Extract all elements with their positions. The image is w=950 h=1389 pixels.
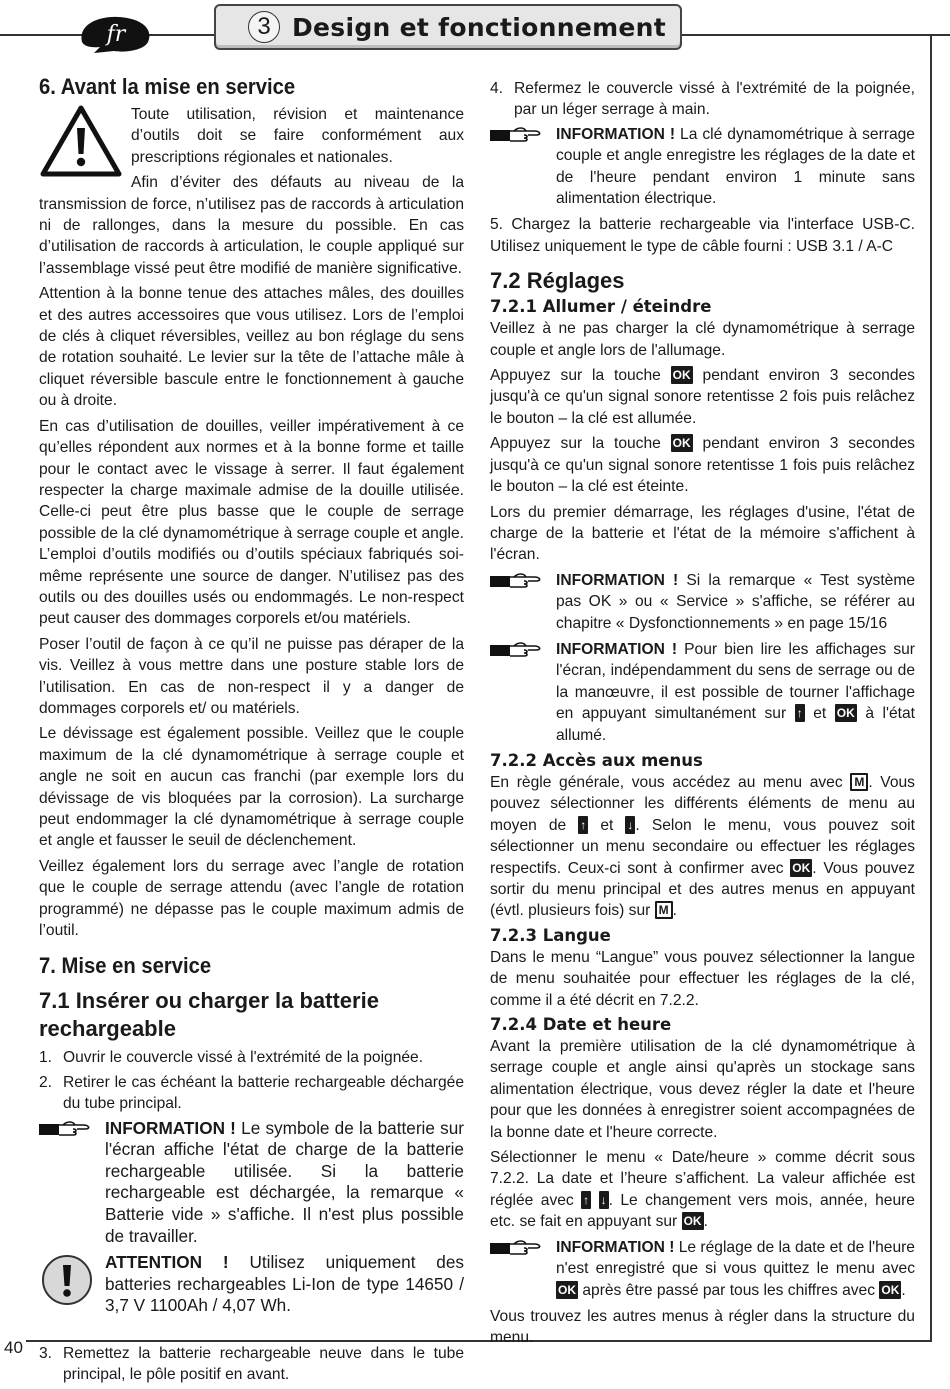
chapter-number: 3 (248, 11, 280, 43)
down-arrow-key-icon: ↓ (627, 817, 634, 832)
section-6-title: 6. Avant la mise en service (39, 74, 296, 99)
information-note: INFORMATION ! Si la remarque « Test système pas OK » ou « Service » s'affiche, se référer au chapitre « Dysfonctionnements » en page 15/16 (490, 570, 915, 634)
language-badge (76, 14, 154, 54)
svg-text:fr: fr (106, 22, 126, 47)
ok-key-icon: OK (836, 706, 855, 721)
section-7-1-title: 7.1 Insérer ou charger la batterie rechargeable (39, 988, 379, 1042)
menu-key-icon: M (655, 901, 673, 919)
left-column (39, 74, 464, 1389)
pointing-hand-icon (490, 1237, 556, 1301)
paragraph: En cas d’utilisation de douilles, veiller impérativement à ce qu’elles répondent aux normes et à la bonne forme et taille pour le contact avec le vissage à serrer. Il faut également respecter la charge maximale admise de la douille utilisée. Celle-ci peut être plus basse que le couple de serrage possible de la clé dynamométrique à serrage couple et angle. L’emploi d’outils modifiés ou d’outils spéciaux fabriqués soi-même représente une source de danger. N’utilisez pas des outils ou des douilles usés ou endommagés. Le non-respect peut causer des dommages corporels et/ou matériels. (39, 417, 464, 628)
right-column (490, 78, 915, 1353)
list-item: 3. Remettez la batterie rechargeable neuve dans le tube principal, le pôle positif en avant. (39, 1345, 464, 1384)
information-note: INFORMATION ! Pour bien lire les affichages sur l'écran, indépendamment du sens de serrage ou de la manœuvre, il est possible de tourner l'affichage en appuyant simultanément sur ↑ et OK à l'état allumé. (490, 639, 915, 746)
ok-key-icon: OK (881, 1282, 900, 1297)
ok-key-icon: OK (792, 860, 811, 875)
list-item: 1. Ouvrir le couvercle vissé à l'extrémité de la poignée. (39, 1049, 424, 1067)
paragraph: Toute utilisation, révision et maintenance d’outils doit se faire conformément aux prescriptions régionales et nationales. (131, 106, 464, 166)
list-item: 2. Retirer le cas échéant la batterie rechargeable déchargée du tube principal. (39, 1073, 464, 1113)
section-7-title: 7. Mise en service (39, 953, 212, 979)
section-7-2-3-title: 7.2.3 Langue (490, 925, 611, 945)
ok-key-icon: OK (558, 1282, 576, 1297)
chapter-header (214, 4, 682, 50)
down-arrow-key-icon: ↓ (600, 1192, 607, 1207)
ok-key-icon: OK (683, 1214, 702, 1229)
pointing-hand-icon (490, 124, 556, 210)
information-note: INFORMATION ! La clé dynamométrique à serrage couple et angle enregistre les réglages de la date et de l'heure pendant environ 1 minute sans alimentation électrique. (490, 124, 915, 210)
attention-note: ATTENTION ! Utilisez uniquement des batteries rechargeables Li-Ion de type 14650 / 3,7 V 1100Ah / 4,07 Wh. (39, 1252, 464, 1317)
paragraph: Veillez à ne pas charger la clé dynamométrique à serrage couple et angle lors de l'allumage. (490, 320, 915, 359)
paragraph: Vous trouvez les autres menus à régler dans la structure du menu. (490, 1307, 915, 1347)
paragraph: Sélectionner le menu « Date/heure » comme décrit sous 7.2.2. La date et l’heure s’affichent. La valeur affichée est réglée avec ↑ ↓ . Le changement vers mois, année, heure etc. se fait en appuyant sur OK . (490, 1149, 915, 1231)
pointing-hand-icon (490, 639, 556, 746)
warning-triangle-icon (39, 104, 123, 178)
paragraph: En règle générale, vous accédez au menu avec M . Vous pouvez sélectionner les différents éléments de menu au moyen de ↑ et ↓ . Selon le menu, vous pouvez soit sélectionner un menu secondaire ou effectuer les réglages respectifs. Ceux-ci sont à confirmer avec OK . Vous pouvez sortir du menu principal et des autres menus en appuyant (évtl. plusieurs fois) sur M . (490, 773, 916, 920)
paragraph: Attention à la bonne tenue des attaches mâles, des douilles et des autres accessoires que vous utilisez. Lors de l’emploi de clés à cliquet réversibles, veillez au bon réglage du sens de rotation souhaité. Le levier sur la tête de l’attache mâle à cliquet réversible bascule entre le fonctionnement à gauche ou à droite. (39, 285, 464, 410)
information-note: INFORMATION ! Le symbole de la batterie sur l'écran affiche l'état de charge de la batterie rechargeable utilisée. Si la batterie rechargeable est déchargée, la remarque « Batterie vide » s'affiche. Il n'est plus possible de travailler. (39, 1118, 464, 1248)
paragraph: Avant la première utilisation de la clé dynamométrique à serrage couple et angle ainsi qu'après un stockage sans alimentation électrique, vous devez régler la date et l'heure pour que les données à enregistrer soient accompagnées de la bonne date et l'heure correcte. (490, 1038, 915, 1141)
paragraph: Veillez également lors du serrage avec l’angle de rotation que le couple de serrage attendu (avec l’angle de rotation programmé) ne dépasse pas le couple maximum admis de l’outil. (39, 857, 464, 940)
ok-key-icon: OK (672, 368, 691, 383)
paragraph: Lors du premier démarrage, les réglages d'usine, l'état de charge de la batterie et l'état de la mémoire s'affichent à l'écran. (490, 503, 915, 564)
exclamation-circle-icon (41, 1254, 93, 1306)
paragraph: Dans le menu “Langue” vous pouvez sélectionner la langue de menu souhaitée pour effectuer les réglages de la clé, comme il a été décrit en 7.2.2. (490, 948, 915, 1009)
section-7-2-1-title: 7.2.1 Allumer / éteindre (490, 297, 712, 317)
information-note: INFORMATION ! Le réglage de la date et de l'heure n'est enregistré que si vous quittez le menu avec OK après être passé par tous les chiffres avec OK . (490, 1237, 915, 1301)
list-item: 4. Refermez le couvercle vissé à l'extrémité de la poignée, par un léger serrage à main. (490, 80, 915, 119)
pointing-hand-icon (39, 1118, 105, 1248)
page-number: 40 (4, 1338, 23, 1357)
chapter-title: Design et fonctionnement (292, 12, 667, 42)
up-arrow-key-icon: ↑ (796, 706, 803, 721)
up-arrow-key-icon: ↑ (580, 817, 587, 832)
warning-block (39, 104, 464, 283)
page-frame-right (930, 34, 932, 1340)
menu-key-icon: M (850, 773, 868, 791)
paragraph: Afin d’éviter des défauts au niveau de la transmission de force, n’utilisez pas de raccords à articulation ni de rallonges, dans la mesure du possible. En cas d’utilisation de raccords à articulation, le couple appliqué sur l’assemblage vissé peut être modifié de manière significative. (39, 174, 464, 277)
up-arrow-key-icon: ↑ (583, 1192, 590, 1207)
section-7-2-4-title: 7.2.4 Date et heure (490, 1015, 672, 1035)
section-7-2-title: 7.2 Réglages (490, 268, 625, 294)
section-7-2-2-title: 7.2.2 Accès aux menus (490, 750, 703, 770)
paragraph: Appuyez sur la touche OK pendant environ 3 secondes jusqu'à ce qu'un signal sonore retentisse 1 fois puis relâchez le bouton – la clé est éteinte. (490, 435, 915, 496)
paragraph: 5. Chargez la batterie rechargeable via l'interface USB-C. Utilisez uniquement le type de câble fourni : USB 3.1 / A-C (490, 216, 915, 255)
paragraph: Appuyez sur la touche OK pendant environ 3 secondes jusqu'à ce qu'un signal sonore retentisse 2 fois puis relâchez le bouton – la clé est allumée. (490, 367, 915, 427)
pointing-hand-icon (490, 570, 556, 634)
paragraph: Poser l’outil de façon à ce qu’il ne puisse pas déraper de la vis. Veillez à vous mettre dans une posture stable lors de l’utilisation. En cas de non-respect il y a danger de dommages corporels et/ ou matériels. (39, 635, 464, 717)
ok-key-icon: OK (672, 436, 691, 451)
paragraph: Le dévissage est également possible. Veillez que le couple maximum de la clé dynamométrique à serrage couple et angle ne soit en aucun cas franchi (par exemple lors du dévissage de vis bloquées par la corrosion). La surcharge peut endommager la clé dynamométrique à serrage couple et angle et fausser le seuil de déclenchement. (39, 725, 464, 850)
